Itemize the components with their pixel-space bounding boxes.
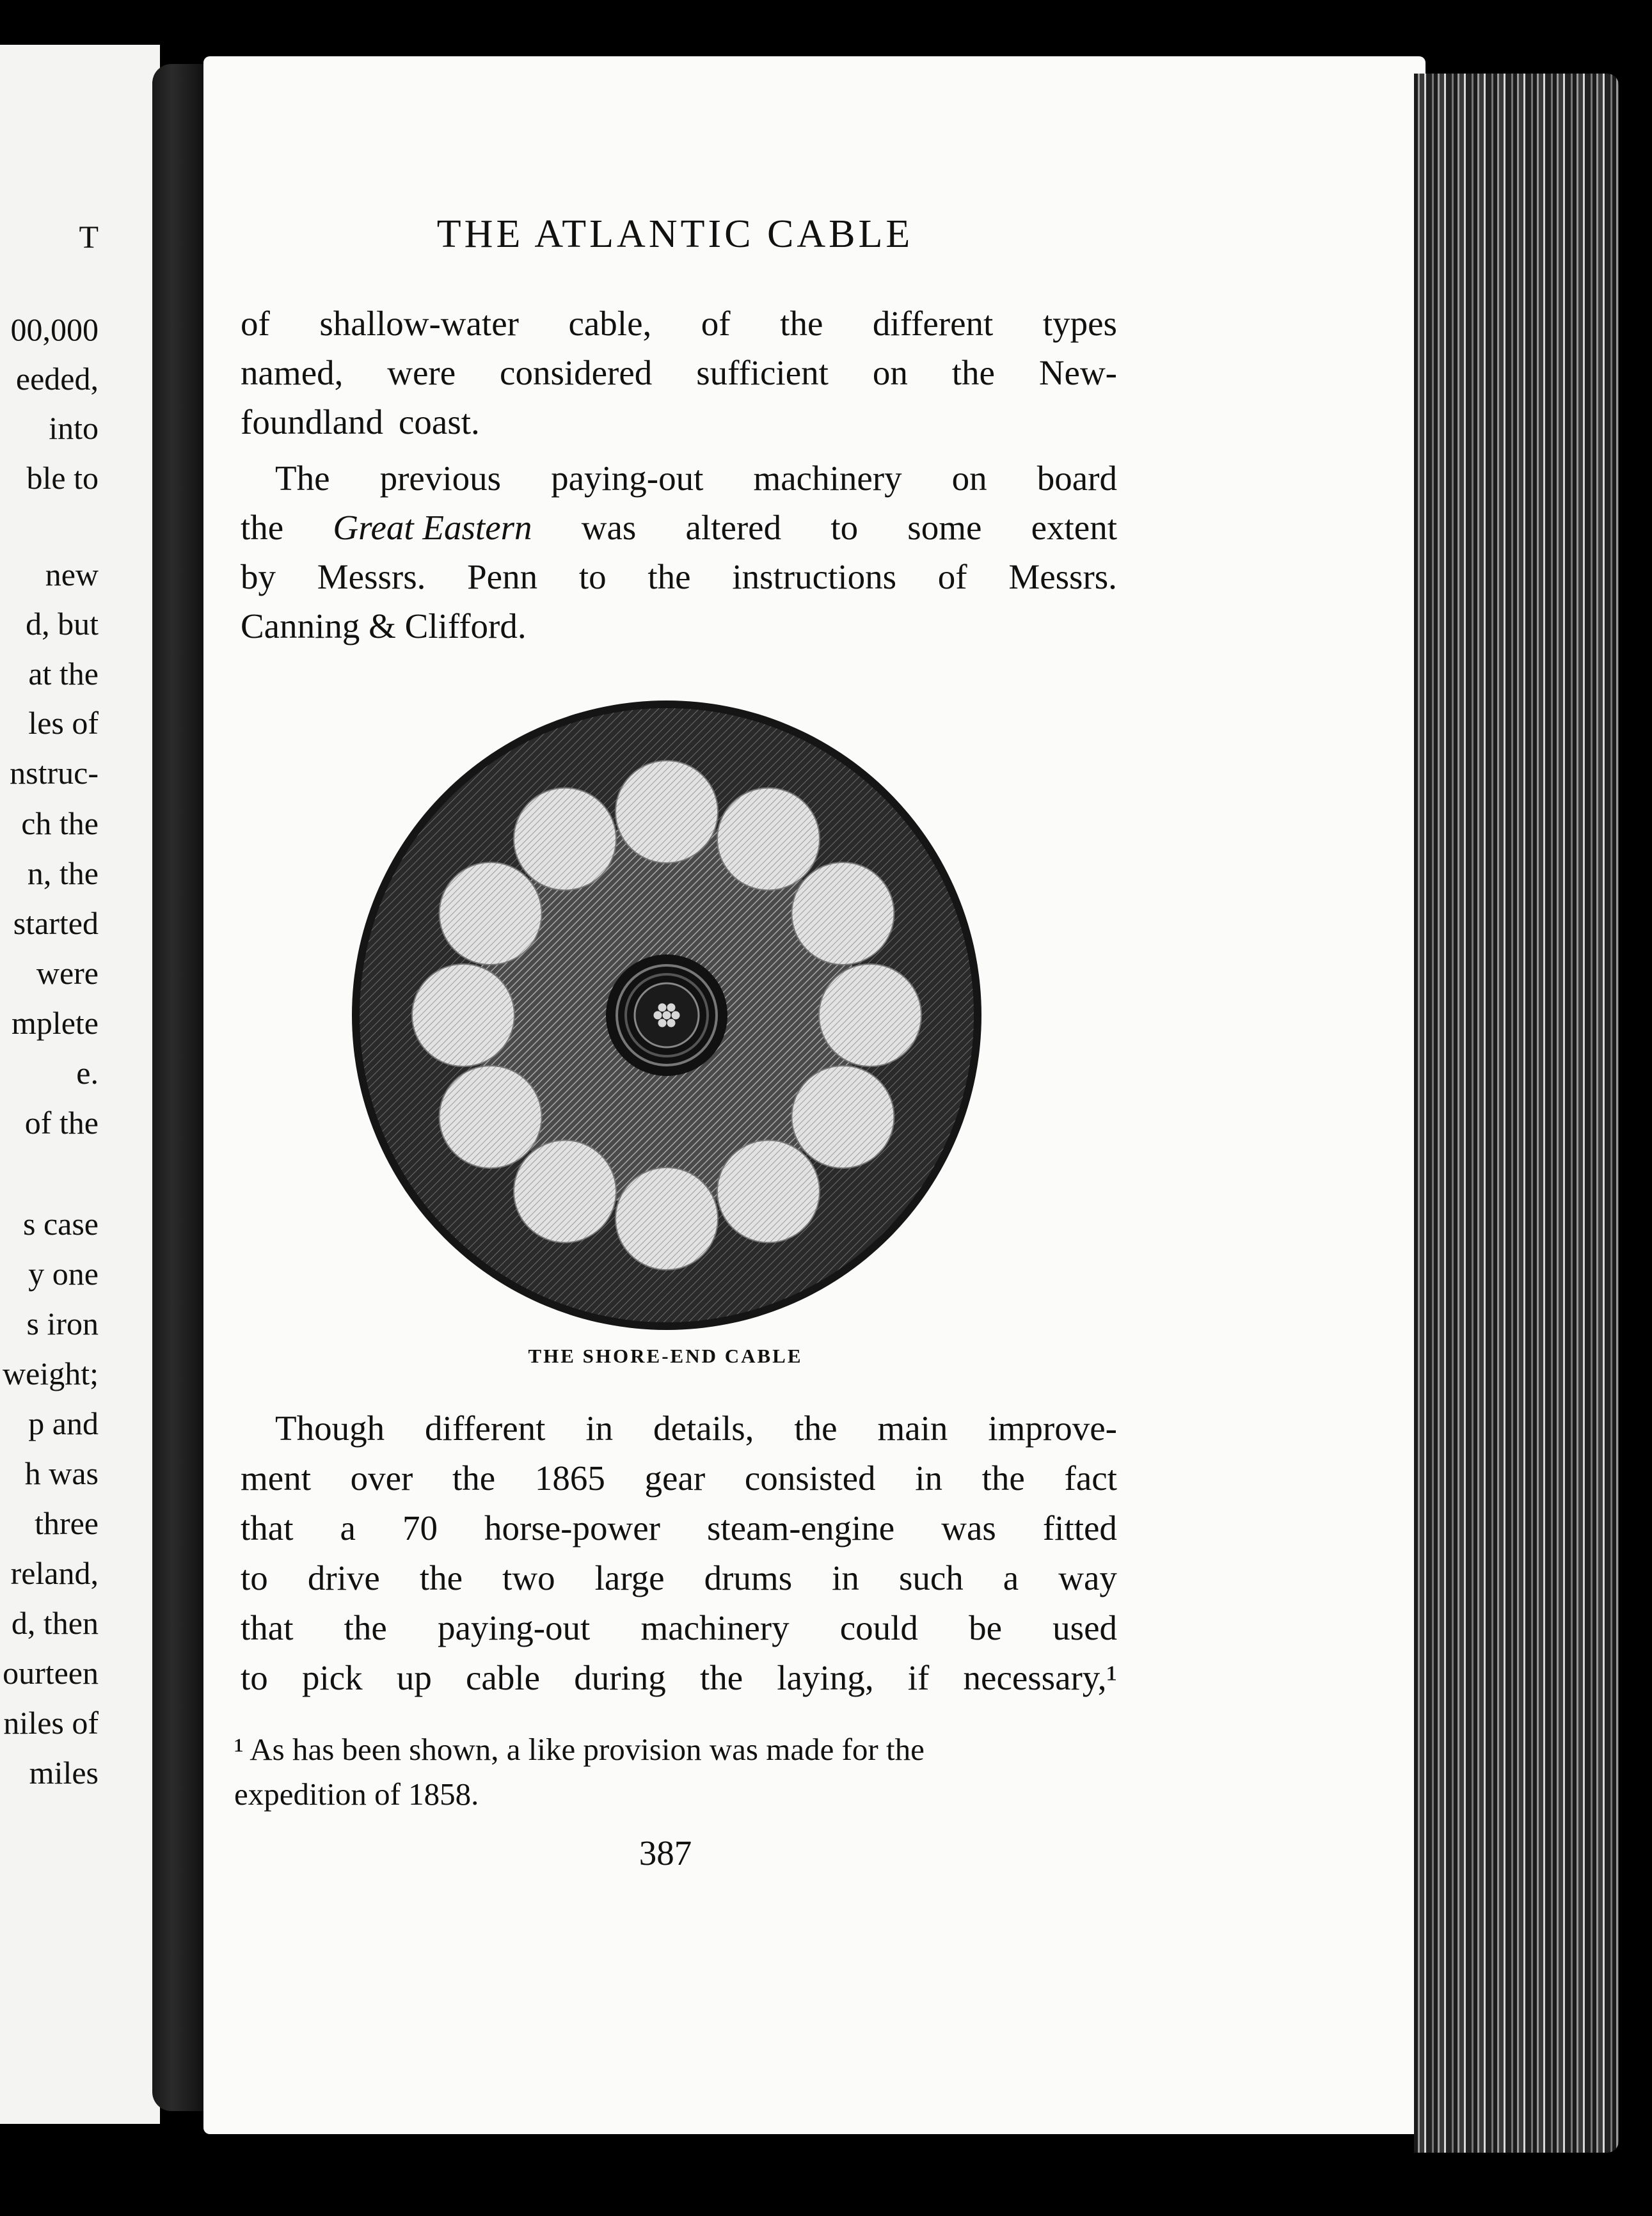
figure-caption: THE SHORE-END CABLE (528, 1345, 803, 1367)
page-number: 387 (639, 1833, 692, 1872)
p3-line-4 (241, 1560, 1117, 1595)
word: some (907, 508, 982, 547)
p1-line-1 (241, 306, 1117, 341)
conductor-strand (663, 1011, 671, 1020)
word: extent (1031, 508, 1117, 547)
word: machinery (640, 1608, 790, 1647)
word: considered (500, 353, 653, 392)
word: altered (685, 508, 782, 547)
running-head: THE ATLANTIC CABLE (436, 212, 914, 256)
left-page-line: were (36, 955, 99, 991)
word: by (241, 557, 276, 596)
armour-wire (514, 788, 616, 890)
left-page-line: y one (28, 1256, 99, 1292)
word: named, (241, 353, 344, 392)
word: The (275, 459, 330, 498)
left-page-line: 00,000 (10, 312, 99, 347)
armour-wire (717, 788, 820, 890)
p3-line-2 (241, 1460, 1117, 1496)
word: cable (466, 1658, 541, 1697)
p1-line-3 (241, 404, 1117, 439)
word: to (578, 557, 607, 596)
word: used (1052, 1608, 1117, 1647)
armour-wire (819, 964, 921, 1066)
left-page-line: into (49, 410, 99, 446)
left-page-line: niles of (3, 1705, 99, 1741)
word: the (794, 1409, 838, 1448)
word: types (1042, 304, 1117, 343)
left-page-line: les of (28, 705, 99, 741)
left-page-line: miles (29, 1755, 99, 1791)
word: instructions (732, 557, 896, 596)
word: main (877, 1409, 948, 1448)
word: foundland (241, 402, 384, 441)
word: consisted (744, 1459, 876, 1498)
word: on (951, 459, 987, 498)
word: way (1058, 1558, 1117, 1597)
left-page-line: mplete (11, 1005, 99, 1041)
armour-wire (717, 1140, 820, 1242)
word: the (452, 1459, 496, 1498)
word: improve- (988, 1409, 1117, 1448)
word: different (425, 1409, 546, 1448)
word: the (699, 1658, 743, 1697)
left-page-line: T (79, 219, 99, 255)
left-page-line: eeded, (15, 361, 99, 397)
word: the (981, 1459, 1025, 1498)
ship-name: Great Eastern (333, 508, 532, 547)
word: to (241, 1658, 268, 1697)
word: to (830, 508, 859, 547)
word: shallow-water (319, 304, 519, 343)
conductor-strand (658, 1019, 667, 1027)
word: that (241, 1508, 294, 1547)
p2-line-1 (275, 461, 1117, 496)
word: fitted (1042, 1508, 1117, 1547)
word: steam-engine (707, 1508, 895, 1547)
left-page-line: of the (24, 1105, 99, 1141)
armour-wire (514, 1140, 616, 1242)
armour-wire (616, 1167, 718, 1270)
word: 1865 (534, 1459, 605, 1498)
conductor-strand (658, 1003, 667, 1011)
book-gutter (152, 64, 203, 2111)
word: was (941, 1508, 996, 1547)
word: be (969, 1608, 1003, 1647)
armour-wire (412, 964, 514, 1066)
left-page-line: n, the (27, 855, 99, 891)
p2-line-4-text: Canning & Clifford. (241, 606, 527, 645)
word: cable, (568, 304, 652, 343)
armour-wire (791, 1066, 894, 1168)
word: necessary,¹ (963, 1658, 1117, 1697)
word: that (241, 1608, 294, 1647)
word: if (907, 1658, 930, 1697)
word: in (832, 1558, 859, 1597)
p2-line-3 (241, 559, 1117, 594)
word: Messrs. (317, 557, 426, 596)
p3-line-5 (241, 1610, 1117, 1645)
left-page-line: p and (28, 1405, 99, 1441)
conductor-strand (667, 1019, 676, 1027)
left-page-line: ble to (26, 460, 99, 496)
word: of (241, 304, 270, 343)
left-page-line: reland, (10, 1555, 99, 1591)
word: coast. (399, 402, 480, 441)
p3-line-1 (275, 1411, 1117, 1446)
footnote-line-1: ¹ As has been shown, a like provision was made for the (234, 1732, 925, 1767)
word: Though (275, 1409, 385, 1448)
left-page-line: at the (28, 656, 99, 692)
left-page-line: three (35, 1505, 99, 1541)
conductor-strand (667, 1003, 676, 1011)
word: of (937, 557, 967, 596)
left-page-line: ch the (21, 805, 99, 841)
word: details, (653, 1409, 754, 1448)
word: two (502, 1558, 555, 1597)
word: a (1003, 1558, 1019, 1597)
word: over (350, 1459, 413, 1498)
left-page-line: s iron (26, 1306, 99, 1341)
word: Messrs. (1008, 557, 1117, 596)
word: such (898, 1558, 964, 1597)
word: the (647, 557, 691, 596)
word: pick (301, 1658, 363, 1697)
p3-line-3 (241, 1510, 1117, 1546)
word: different (872, 304, 994, 343)
word: laying, (777, 1658, 874, 1697)
p2-line-4 (241, 608, 1117, 644)
word: ment (241, 1459, 311, 1498)
armour-wire (440, 1066, 542, 1168)
word: during (574, 1658, 666, 1697)
shore-end-cable-illustration (349, 700, 985, 1331)
word: to (241, 1558, 268, 1597)
armour-wire (440, 862, 542, 965)
word: 70 (402, 1508, 438, 1547)
word: large (594, 1558, 665, 1597)
left-page-line: nstruc- (10, 755, 99, 791)
page-fore-edge (1414, 74, 1619, 2153)
word: Penn (467, 557, 538, 596)
word: could (839, 1608, 918, 1647)
conductor-strand (654, 1011, 662, 1020)
word: drive (307, 1558, 380, 1597)
armour-wire (791, 862, 894, 965)
word: of (701, 304, 731, 343)
word: sufficient (696, 353, 829, 392)
word: the (780, 304, 823, 343)
word: a (340, 1508, 356, 1547)
word: board (1036, 459, 1117, 498)
left-page-line: started (13, 905, 99, 941)
p1-line-2 (241, 355, 1117, 390)
word: paying-out (438, 1608, 591, 1647)
word: horse-power (484, 1508, 660, 1547)
word: up (396, 1658, 432, 1697)
conductor-strand (672, 1011, 680, 1020)
word: the (951, 353, 995, 392)
word: was (581, 508, 637, 547)
left-page-line: e. (76, 1055, 99, 1091)
word: on (872, 353, 908, 392)
word: the (419, 1558, 463, 1597)
left-page-line: d, then (11, 1605, 99, 1641)
left-page-line: ourteen (3, 1655, 99, 1691)
word: machinery (753, 459, 902, 498)
word: paying-out (551, 459, 704, 498)
p2-line-2-pre: the (241, 508, 284, 547)
word: gear (644, 1459, 706, 1498)
word: the (344, 1608, 387, 1647)
p2-line-2 (241, 510, 1117, 545)
word: in (915, 1459, 942, 1498)
left-page-line: d, but (26, 606, 99, 642)
word: in (585, 1409, 614, 1448)
left-page-line: new (45, 557, 99, 592)
word: were (387, 353, 456, 392)
footnote-line-2: expedition of 1858. (234, 1777, 479, 1812)
left-page-line: h was (24, 1455, 99, 1491)
p3-line-6 (241, 1660, 1117, 1695)
word: New- (1038, 353, 1117, 392)
left-page-line: s case (23, 1206, 99, 1242)
word: previous (379, 459, 502, 498)
word: fact (1064, 1459, 1117, 1498)
left-page-line: weight; (3, 1356, 99, 1391)
armour-wire (616, 761, 718, 863)
word: drums (704, 1558, 793, 1597)
